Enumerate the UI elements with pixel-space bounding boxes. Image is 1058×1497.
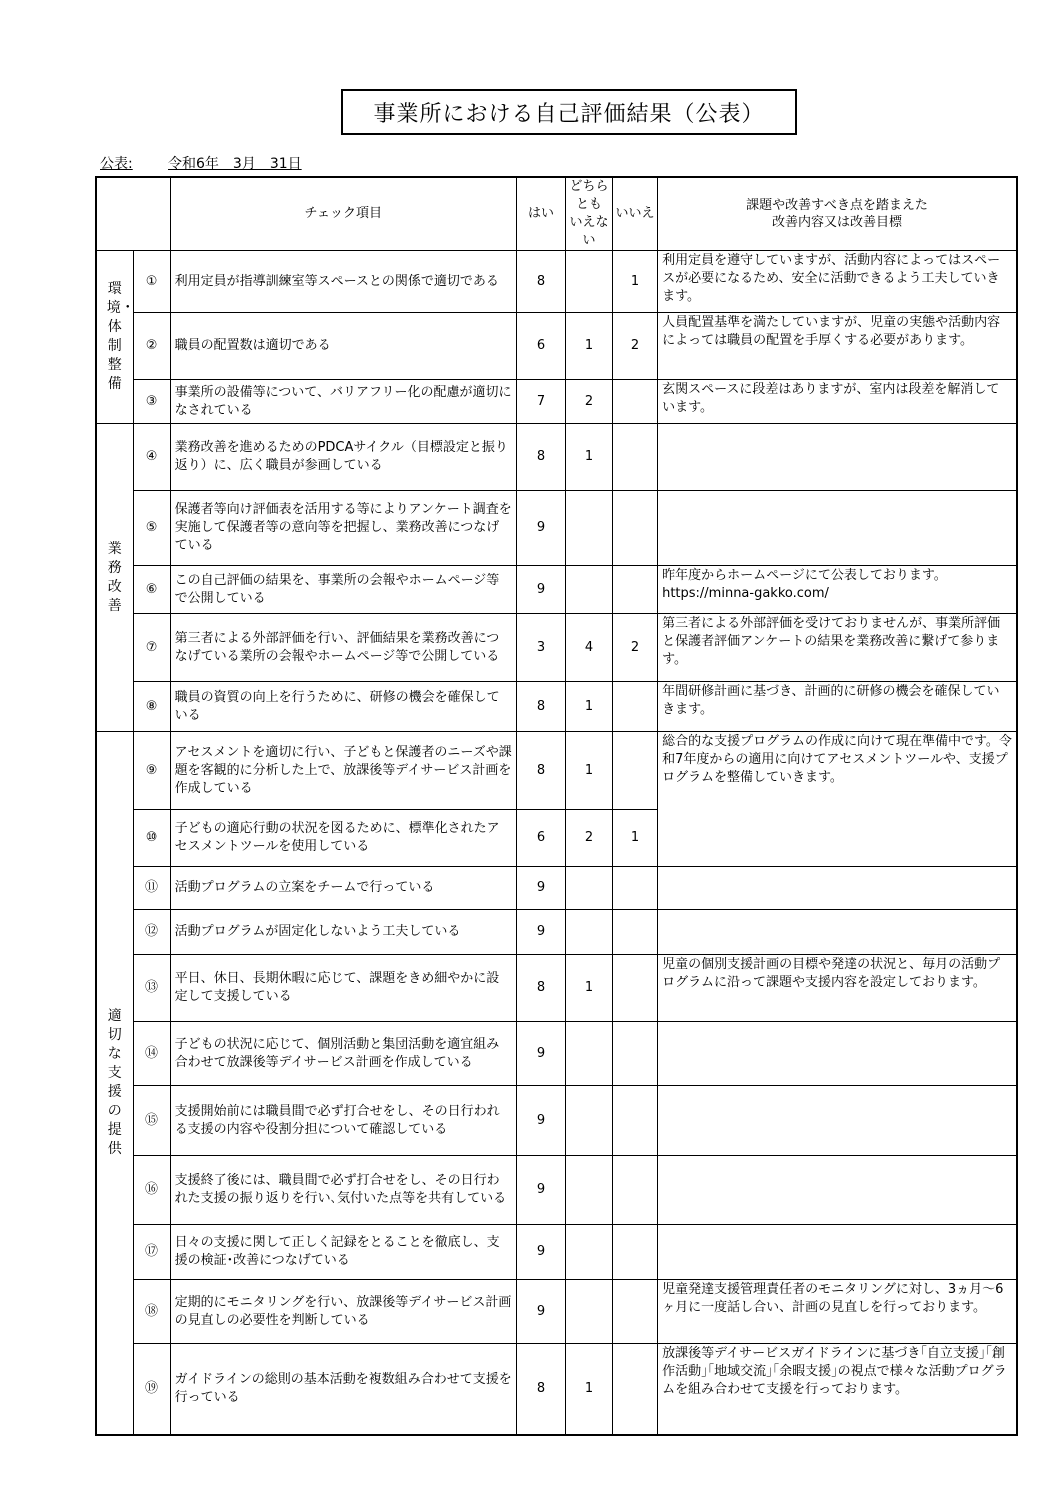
yes-count: 6 (516, 810, 565, 867)
header-yes: はい (516, 177, 565, 251)
neither-count (565, 867, 612, 910)
row-number: ⑥ (133, 566, 170, 614)
header-neither: どちらとも いえない (565, 177, 612, 251)
publish-label: 公表: (100, 156, 133, 172)
check-item: 事業所の設備等について、バリアフリー化の配慮が適切になされている (170, 380, 516, 424)
yes-count: 9 (516, 1225, 565, 1280)
yes-count: 9 (516, 1022, 565, 1086)
table-row (96, 251, 1017, 313)
table-row (96, 732, 1017, 810)
improvement-comment (658, 1086, 1017, 1156)
row-number: ⑬ (133, 955, 170, 1022)
no-count (613, 1225, 658, 1280)
check-item: 職員の資質の向上を行うために、研修の機会を確保している (170, 682, 516, 732)
check-item: 活動プログラムが固定化しないよう工夫している (170, 910, 516, 955)
row-number: ⑯ (133, 1156, 170, 1225)
neither-count: 2 (565, 810, 612, 867)
no-count (613, 380, 658, 424)
evaluation-table (95, 176, 1018, 1436)
row-number: ⑭ (133, 1022, 170, 1086)
neither-count: 1 (565, 313, 612, 380)
publish-date-line (100, 153, 302, 173)
table-row (96, 1225, 1017, 1280)
neither-count (565, 566, 612, 614)
neither-count: 2 (565, 380, 612, 424)
no-count (613, 1086, 658, 1156)
check-item: 支援終了後には、職員間で必ず打合せをし、その日行われた支援の振り返りを行い､気付いた点等を共有している (170, 1156, 516, 1225)
no-count: 1 (613, 810, 658, 867)
neither-count (565, 1022, 612, 1086)
no-count: 2 (613, 614, 658, 682)
improvement-comment: 利用定員を遵守していますが、活動内容によってはスペースが必要になるため、安全に活動できるよう工夫していきます。 (658, 251, 1017, 313)
header-row (96, 177, 1017, 251)
neither-count: 4 (565, 614, 612, 682)
check-item: 第三者による外部評価を行い、評価結果を業務改善につなげている業所の会報やホームページ等で公開している (170, 614, 516, 682)
table-row (96, 380, 1017, 424)
table-row (96, 1022, 1017, 1086)
table-row (96, 867, 1017, 910)
header-item: チェック項目 (170, 177, 516, 251)
row-number: ⑨ (133, 732, 170, 810)
check-item: 支援開始前には職員間で必ず打合せをし、その日行われる支援の内容や役割分担について確認している (170, 1086, 516, 1156)
no-count (613, 1022, 658, 1086)
no-count (613, 1156, 658, 1225)
yes-count: 8 (516, 1344, 565, 1435)
table-row (96, 955, 1017, 1022)
no-count (613, 732, 658, 810)
no-count (613, 682, 658, 732)
no-count: 2 (613, 313, 658, 380)
no-count (613, 424, 658, 491)
no-count (613, 867, 658, 910)
yes-count: 9 (516, 867, 565, 910)
no-count (613, 955, 658, 1022)
neither-count (565, 910, 612, 955)
neither-count (565, 491, 612, 566)
check-item: 子どもの適応行動の状況を図るために、標準化されたアセスメントツールを使用している (170, 810, 516, 867)
check-item: 利用定員が指導訓練室等スペースとの関係で適切である (170, 251, 516, 313)
check-item: 活動プログラムの立案をチームで行っている (170, 867, 516, 910)
check-item: 定期的にモニタリングを行い、放課後等デイサービス計画の見直しの必要性を判断している (170, 1280, 516, 1344)
neither-count: 1 (565, 732, 612, 810)
improvement-comment: 児童発達支援管理責任者のモニタリングに対し、3ヵ月～6ヶ月に一度話し合い、計画の見直しを行っております。 (658, 1280, 1017, 1344)
improvement-comment (658, 491, 1017, 566)
publish-date: 令和6年 3月 31日 (168, 156, 302, 172)
table-row (96, 313, 1017, 380)
improvement-comment: 昨年度からホームページにて公表しております。 https://minna-gakko.com/ (658, 566, 1017, 614)
no-count (613, 910, 658, 955)
check-item: ガイドラインの総則の基本活動を複数組み合わせて支援を行っている (170, 1344, 516, 1435)
no-count (613, 491, 658, 566)
row-number: ⑩ (133, 810, 170, 867)
table-row (96, 491, 1017, 566)
row-number: ④ (133, 424, 170, 491)
row-number: ⑤ (133, 491, 170, 566)
check-item: この自己評価の結果を、事業所の会報やホームページ等で公開している (170, 566, 516, 614)
neither-count (565, 1086, 612, 1156)
yes-count: 8 (516, 424, 565, 491)
check-item: 日々の支援に関して正しく記録をとることを徹底し、支援の検証･改善につなげている (170, 1225, 516, 1280)
row-number: ⑪ (133, 867, 170, 910)
improvement-comment (658, 1225, 1017, 1280)
row-number: ⑦ (133, 614, 170, 682)
yes-count: 8 (516, 732, 565, 810)
improvement-comment: 玄関スペースに段差はありますが、室内は段差を解消しています。 (658, 380, 1017, 424)
category-support (96, 732, 133, 1435)
yes-count: 9 (516, 1086, 565, 1156)
neither-count: 1 (565, 1344, 612, 1435)
row-number: ⑲ (133, 1344, 170, 1435)
no-count (613, 1344, 658, 1435)
improvement-comment (658, 1022, 1017, 1086)
category-support-label: 適切な支援の提供 (107, 1007, 122, 1157)
neither-count (565, 1156, 612, 1225)
improvement-comment (658, 424, 1017, 491)
check-item: 子どもの状況に応じて、個別活動と集団活動を適宜組み合わせて放課後等デイサービス計画を作成している (170, 1022, 516, 1086)
check-item: 職員の配置数は適切である (170, 313, 516, 380)
page-title: 事業所における自己評価結果（公表） (341, 89, 797, 135)
neither-count (565, 251, 612, 313)
improvement-comment (658, 1156, 1017, 1225)
improvement-comment: 第三者による外部評価を受けておりませんが、事業所評価と保護者評価アンケートの結果を業務改善に繋げて参ります。 (658, 614, 1017, 682)
category-env-label: 環境・体制整備 (106, 281, 135, 392)
yes-count: 8 (516, 682, 565, 732)
row-number: ① (133, 251, 170, 313)
yes-count: 9 (516, 566, 565, 614)
yes-count: 3 (516, 614, 565, 682)
no-count: 1 (613, 251, 658, 313)
neither-count (565, 1225, 612, 1280)
no-count (613, 1280, 658, 1344)
row-number: ③ (133, 380, 170, 424)
yes-count: 9 (516, 1280, 565, 1344)
improvement-comment: 総合的な支援プログラムの作成に向けて現在準備中です。令和7年度からの適用に向けてアセスメントツールや、支援プログラムを整備していきます。 (658, 732, 1017, 867)
yes-count: 7 (516, 380, 565, 424)
row-number: ⑫ (133, 910, 170, 955)
improvement-comment (658, 867, 1017, 910)
improvement-comment: 人員配置基準を満たしていますが、児童の実態や活動内容によっては職員の配置を手厚くする必要があります。 (658, 313, 1017, 380)
header-comment: 課題や改善すべき点を踏まえた 改善内容又は改善目標 (658, 177, 1017, 251)
table-row (96, 424, 1017, 491)
table-row (96, 1156, 1017, 1225)
row-number: ② (133, 313, 170, 380)
yes-count: 9 (516, 910, 565, 955)
table-row (96, 1086, 1017, 1156)
neither-count: 1 (565, 955, 612, 1022)
check-item: 業務改善を進めるためのPDCAサイクル（目標設定と振り返り）に、広く職員が参画している (170, 424, 516, 491)
yes-count: 9 (516, 1156, 565, 1225)
check-item: 保護者等向け評価表を活用する等によりアンケート調査を実施して保護者等の意向等を把握し、業務改善につなげている (170, 491, 516, 566)
table-row (96, 910, 1017, 955)
neither-count: 1 (565, 682, 612, 732)
header-blank (96, 177, 170, 251)
table-row (96, 566, 1017, 614)
table-row (96, 682, 1017, 732)
improvement-comment: 児童の個別支援計画の目標や発達の状況と、毎月の活動プログラムに沿って課題や支援内容を設定しております。 (658, 955, 1017, 1022)
row-number: ⑰ (133, 1225, 170, 1280)
category-biz (96, 424, 133, 732)
row-number: ⑮ (133, 1086, 170, 1156)
table-row (96, 1344, 1017, 1435)
improvement-comment: 放課後等デイサービスガイドラインに基づき｢自立支援｣｢創作活動｣｢地域交流｣｢余暇支援｣の視点で様々な活動プログラムを組み合わせて支援を行っております。 (658, 1344, 1017, 1435)
row-number: ⑱ (133, 1280, 170, 1344)
yes-count: 8 (516, 251, 565, 313)
category-biz-label: 業務改善 (107, 540, 122, 614)
yes-count: 9 (516, 491, 565, 566)
no-count (613, 566, 658, 614)
improvement-comment: 年間研修計画に基づき、計画的に研修の機会を確保していきます。 (658, 682, 1017, 732)
improvement-comment (658, 910, 1017, 955)
yes-count: 8 (516, 955, 565, 1022)
check-item: 平日、休日、長期休暇に応じて、課題をきめ細やかに設定して支援している (170, 955, 516, 1022)
header-no: いいえ (613, 177, 658, 251)
row-number: ⑧ (133, 682, 170, 732)
neither-count: 1 (565, 424, 612, 491)
table-row (96, 614, 1017, 682)
yes-count: 6 (516, 313, 565, 380)
neither-count (565, 1280, 612, 1344)
category-env (96, 251, 133, 424)
check-item: アセスメントを適切に行い、子どもと保護者のニーズや課題を客観的に分析した上で、放課後等デイサービス計画を作成している (170, 732, 516, 810)
table-row (96, 1280, 1017, 1344)
